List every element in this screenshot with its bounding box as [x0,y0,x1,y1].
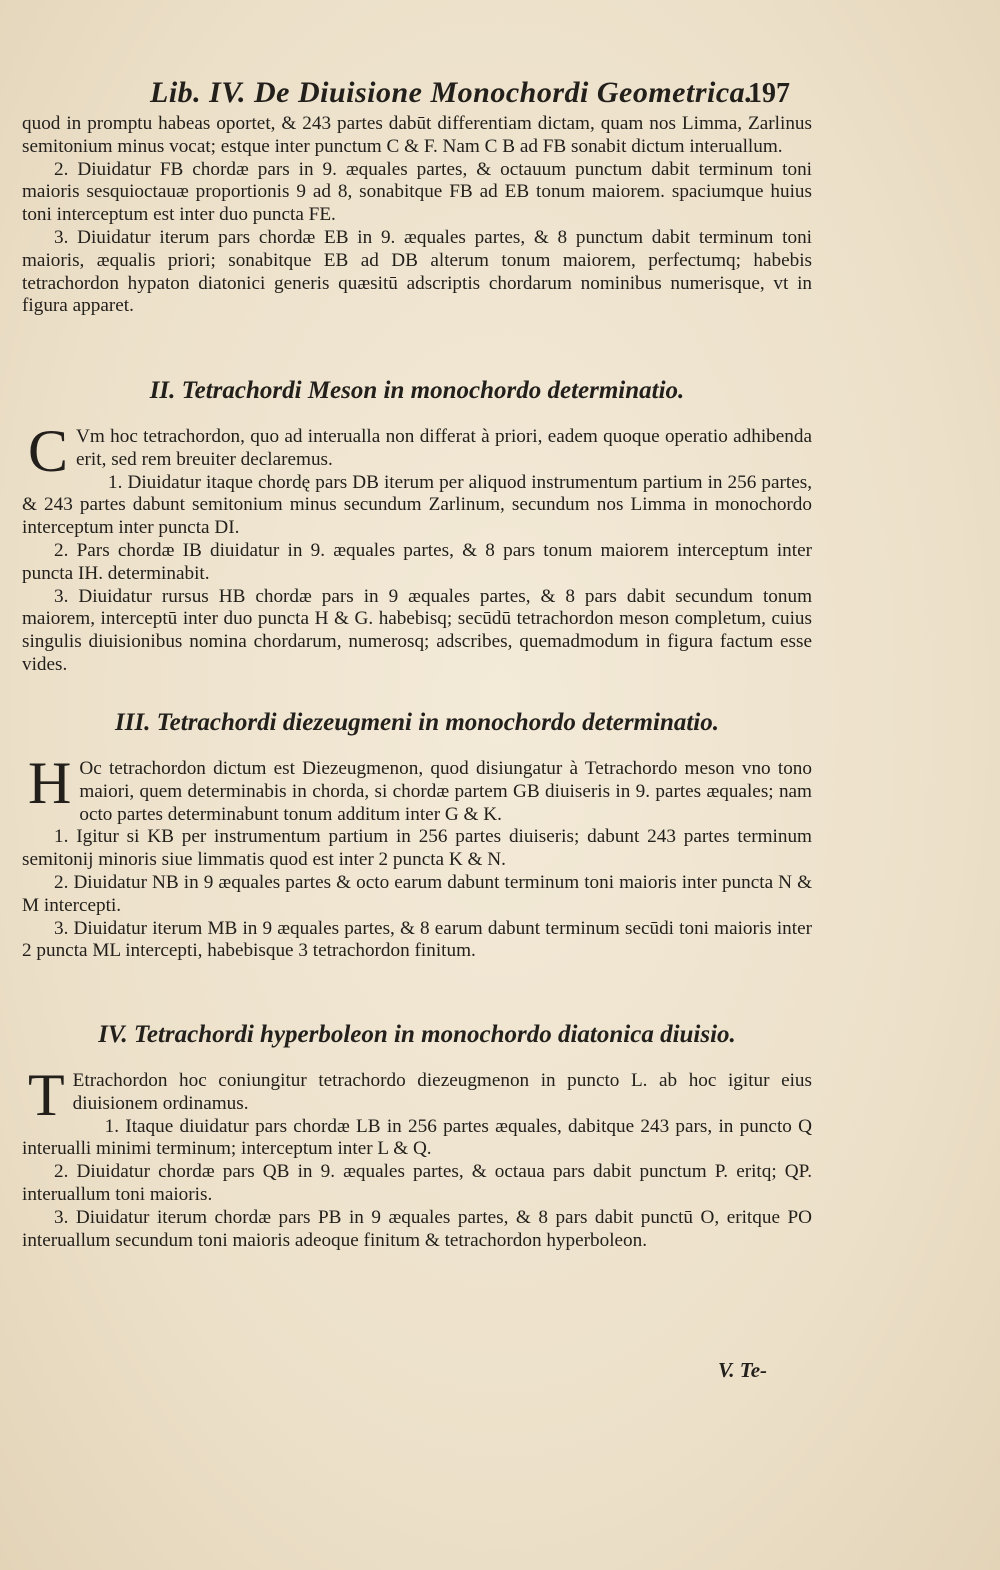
paragraph: 3. Diuidatur iterum chordæ pars PB in 9 æquales partes, & 8 pars dabit punctū O, eritque PO interuallum secundum toni maioris adeoque finitum & tetrachordon hyperboleon. [22,1206,812,1251]
running-title: Lib. IV. De Diuisione Monochordi Geometrica. [150,76,754,109]
paragraph: 1. Diuidatur itaque chordę pars DB iterum per aliquod instrumentum partium in 256 partes, & 243 partes dabunt semitonium minus secundum Zarlinum, secundum nos Limma in monochordo interceptum inter puncta DI. [22,471,812,539]
paragraph: 1. Itaque diuidatur pars chordæ LB in 256 partes æquales, dabitque 243 pars, in puncto Q interualli minimi terminum; interceptum inter L & Q. [22,1115,812,1160]
drop-cap: T [28,1062,65,1128]
section-meson [22,418,812,677]
paragraph: quod in promptu habeas oportet, & 243 partes dabūt differentiam dictam, quam nos Limma, Zarlinus semitonium minus vocat; estque inter punctum C & F. Nam C B ad FB sonabit dictum interuallum. [22,113,812,157]
lead-text: Etrachordon hoc coniungitur tetrachordo diezeugmenon in puncto L. ab hoc igitur eius diuisionem ordinamus. [72,1070,812,1114]
lead-text: Vm hoc tetrachordon, quo ad interualla non differat à priori, eadem quoque operatio adhibenda erit, sed rem breuiter declaremus. [76,426,812,470]
paragraph: 2. Diuidatur chordæ pars QB in 9. æquales partes, & octaua pars dabit punctum P. eritq; QP. interuallum toni maioris. [22,1161,812,1205]
page-header [150,70,790,116]
lead-text: Oc tetrachordon dictum est Diezeugmenon, quod disiungatur à Tetrachordo meson vno tono maiori, quem determinabis in chorda, si chordæ partem GB diuiseris in 9. partes æquales; nam octo partes determinabunt tonum additum inter G & K. [79,758,812,825]
lead-paragraph [22,750,812,826]
drop-cap: C [28,418,69,484]
paragraph: 3. Diuidatur iterum MB in 9 æquales partes, & 8 earum dabunt terminum secūdi toni maioris inter 2 puncta ML intercepti, habebisque 3 tetrachordon finitum. [22,917,812,962]
section-hyperboleon [22,1062,812,1252]
section-title-diezeugmenon: III. Tetrachordi diezeugmeni in monochordo determinatio. [114,709,719,736]
paragraph: 3. Diuidatur iterum pars chordæ EB in 9. æquales partes, & 8 punctum dabit terminum toni maioris, æqualis priori; sonabitque EB ad DB alterum tonum maiorem, perfectumq; habebis tetrachordon hypaton diatonici generis quæsitū adscriptis chordarum nominibus numerisque, vt in figura apparet. [22,226,812,317]
drop-cap: H [28,750,72,816]
paragraph: 2. Diuidatur FB chordæ pars in 9. æquales partes, & octauum punctum dabit terminum toni maioris sesquioctauæ proportionis 9 ad 8, sonabitque FB ad EB tonum maiorem. spaciumque huius toni interceptum est inter duo puncta FE. [22,158,812,226]
catchword: V. Te- [718,1358,768,1382]
intro-text [22,113,812,318]
paragraph: 2. Diuidatur NB in 9 æquales partes & octo earum dabunt terminum toni maioris inter puncta N & M intercepti. [22,871,812,916]
lead-paragraph [22,1062,812,1128]
paragraph: 3. Diuidatur rursus HB chordæ pars in 9 æquales partes, & 8 pars dabit secundum tonum maiorem, interceptū inter duo puncta H & G. habebisq; secūdū tetrachordon meson completum, cuius singulis diuisionibus nomina chordarum, numerosq; adscribes, quemadmodum in figura factum esse vides. [22,585,812,675]
section-title-meson: II. Tetrachordi Meson in monochordo determinatio. [149,377,685,404]
section-title-hyperboleon: IV. Tetrachordi hyperboleon in monochordo diatonica diuisio. [98,1021,736,1048]
paragraph: 2. Pars chordæ IB diuidatur in 9. æquales partes, & 8 pars tonum maiorem interceptum inter puncta IH. determinabit. [22,539,812,584]
paragraph: 1. Igitur si KB per instrumentum partium in 256 partes diuiseris; dabunt 243 partes terminum semitonij minoris siue limmatis quod est inter 2 puncta K & N. [22,826,812,871]
page-number: 197 [748,78,790,109]
lead-paragraph [22,418,812,484]
section-diezeugmenon [22,750,812,963]
